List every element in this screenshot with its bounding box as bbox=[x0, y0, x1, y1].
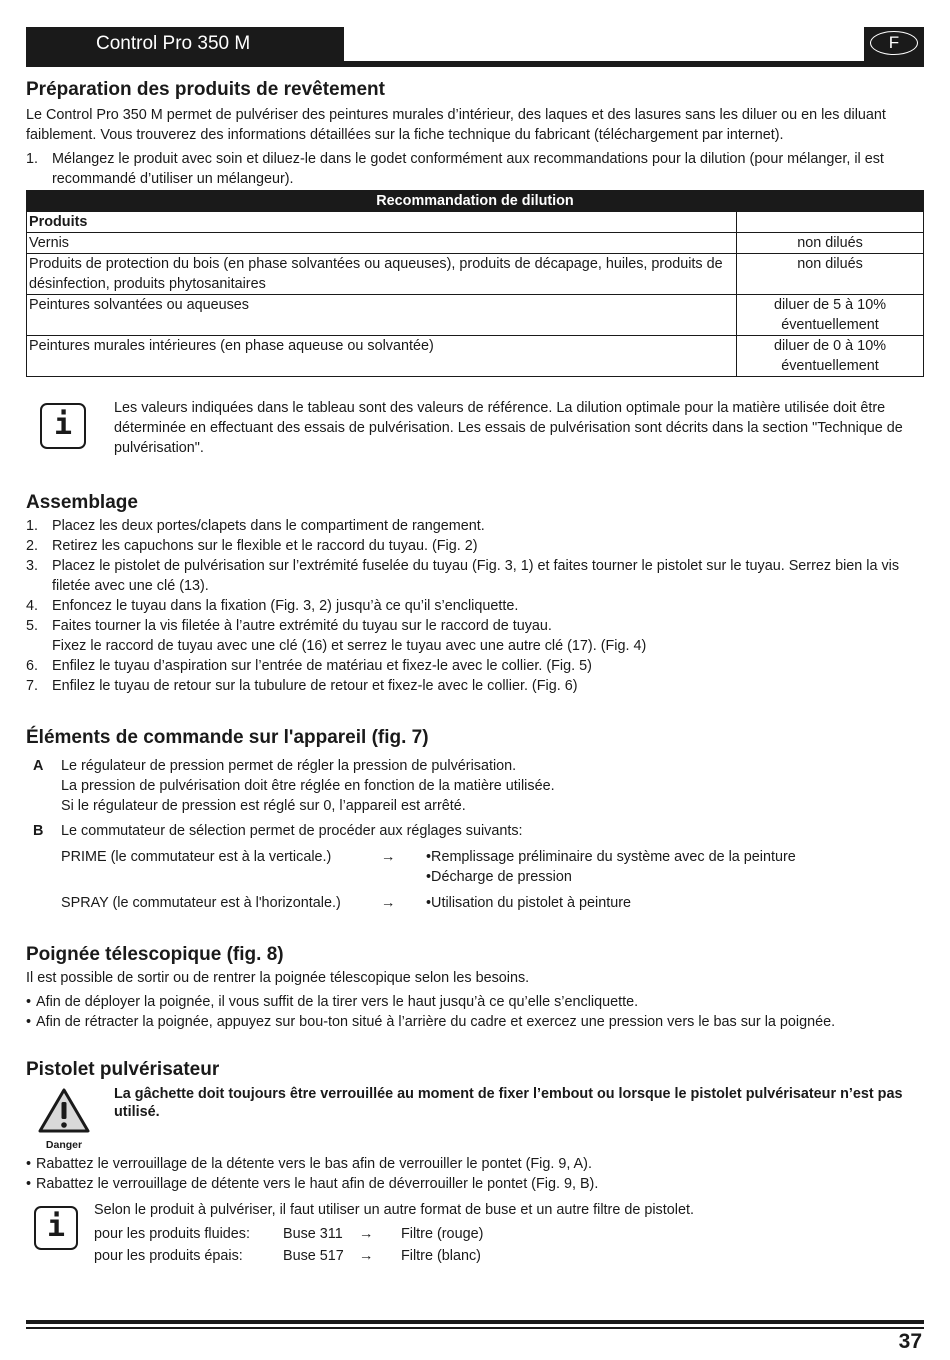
list-item bbox=[26, 616, 924, 656]
spray-option bbox=[61, 893, 924, 913]
step-number: 5. bbox=[26, 618, 39, 634]
nozzle-row-fluid bbox=[94, 1224, 924, 1246]
footer-rule-thin bbox=[26, 1327, 924, 1329]
step-text: Placez les deux portes/clapets dans le compartiment de rangement. bbox=[52, 518, 485, 534]
product-type: pour les produits fluides: bbox=[94, 1226, 250, 1242]
info-text: Les valeurs indiquées dans le tableau sont des valeurs de référence. La dilution optimale pour la matière utilisée doit être déterminée en effectuant des essais de pulvérisation. Les essais de pulvérisation sont décrits dans la section "Technique de pulvérisation". bbox=[114, 400, 903, 456]
section-heading-preparation: Préparation des produits de revêtement bbox=[26, 79, 385, 100]
step-number: 7. bbox=[26, 678, 39, 694]
step-text-continued: Fixez le raccord de tuyau avec une clé (16) et serrez le tuyau avec une autre clé (17). (Fig. 4) bbox=[52, 638, 647, 654]
step-text: Mélangez le produit avec soin et diluez-le dans le godet conformément aux recommandations pour la dilution (pour mélanger, il est recommandé d’utiliser un mélangeur). bbox=[52, 151, 884, 187]
assembly-steps bbox=[26, 516, 924, 696]
warning-triangle-icon bbox=[38, 1087, 90, 1133]
list-item: • Afin de rétracter la poignée, appuyez sur bou-ton situé à l’arrière du cadre et exercez une pression vers le bas sur la poignée. bbox=[26, 1012, 924, 1032]
prime-result-2 bbox=[426, 867, 572, 887]
step-number: 1. bbox=[26, 151, 39, 167]
control-a bbox=[26, 756, 924, 816]
table-cell-value: diluer de 5 à 10% éventuellement bbox=[737, 295, 924, 336]
list-item bbox=[26, 596, 924, 616]
spray-result-text: Utilisation du pistolet à peinture bbox=[431, 895, 632, 911]
step-number: 1. bbox=[26, 518, 39, 534]
table-cell-product: Produits de protection du bois (en phase solvantées ou aqueuses), produits de décapage, huiles, produits de désinfection, produits phytosanitaires bbox=[27, 254, 737, 295]
bullet: • bbox=[426, 849, 432, 865]
product-type: pour les produits épais: bbox=[94, 1248, 243, 1264]
prime-result-text: Remplissage préliminaire du système avec de la peinture bbox=[431, 849, 796, 865]
nozzle-value: Buse 311 bbox=[283, 1226, 343, 1242]
filter-value: Filtre (blanc) bbox=[401, 1248, 481, 1264]
step-text: Retirez les capuchons sur le flexible et le raccord du tuyau. (Fig. 2) bbox=[52, 538, 478, 554]
arrow-right-icon: → bbox=[359, 1248, 374, 1264]
list-item bbox=[26, 556, 924, 596]
control-label-a: A bbox=[33, 758, 44, 774]
step-text: Enfoncez le tuyau dans la fixation (Fig. 3, 2) jusqu’à ce qu’il s’encliquette. bbox=[52, 598, 519, 614]
list-item bbox=[26, 516, 924, 536]
nozzle-info-text: Selon le produit à pulvériser, il faut utiliser un autre format de buse et un autre filtre de pistolet. bbox=[94, 1202, 694, 1218]
preparation-step bbox=[26, 149, 924, 189]
danger-note bbox=[26, 1085, 924, 1151]
language-tab bbox=[864, 27, 924, 61]
danger-warning bbox=[38, 1087, 90, 1151]
arrow-right-icon: → bbox=[381, 849, 396, 865]
prime-label: PRIME (le commutateur est à la verticale.) bbox=[61, 849, 332, 865]
spray-label: SPRAY (le commutateur est à l'horizontale.) bbox=[61, 895, 341, 911]
prime-result-text: Décharge de pression bbox=[431, 869, 572, 885]
control-b bbox=[26, 821, 924, 913]
control-a-line: Si le régulateur de pression est réglé sur 0, l’appareil est arrêté. bbox=[61, 798, 466, 814]
handle-intro: Il est possible de sortir ou de rentrer la poignée télescopique selon les besoins. bbox=[26, 970, 530, 986]
prime-option bbox=[61, 847, 924, 867]
document-title: Control Pro 350 M bbox=[26, 27, 344, 61]
page-header bbox=[26, 27, 924, 69]
nozzle-row-thick bbox=[94, 1246, 924, 1268]
step-text: Faites tourner la vis filetée à l’autre extrémité du tuyau sur le raccord de tuyau. bbox=[52, 618, 552, 634]
footer-rule bbox=[26, 1320, 924, 1324]
control-label-b: B bbox=[33, 823, 44, 839]
bullet: • bbox=[426, 869, 432, 885]
nozzle-info bbox=[26, 1200, 924, 1268]
arrow-right-icon: → bbox=[381, 895, 396, 911]
info-icon: i bbox=[40, 403, 86, 449]
step-text: Placez le pistolet de pulvérisation sur l’extrémité fuselée du tuyau (Fig. 3, 1) et faites tourner le pistolet sur le tuyau. Serrez bien la vis filetée avec une clé (13). bbox=[52, 558, 900, 594]
list-item bbox=[26, 536, 924, 556]
list-item bbox=[26, 676, 924, 696]
list-item: • Rabattez le verrouillage de détente vers le haut afin de déverrouiller le pontet (Fig. 9, B). bbox=[26, 1174, 924, 1194]
language-badge: F bbox=[870, 31, 918, 55]
table-cell-value: non dilués bbox=[737, 233, 924, 254]
list-item bbox=[26, 656, 924, 676]
table-cell-value: non dilués bbox=[737, 254, 924, 295]
section-heading-gun: Pistolet pulvérisateur bbox=[26, 1059, 220, 1080]
table-row bbox=[27, 336, 924, 377]
header-rule bbox=[26, 61, 924, 67]
table-row bbox=[27, 295, 924, 336]
nozzle-value: Buse 517 bbox=[283, 1248, 344, 1264]
info-icon: i bbox=[34, 1206, 78, 1250]
table-cell-product: Peintures solvantées ou aqueuses bbox=[27, 295, 737, 336]
table-row bbox=[27, 233, 924, 254]
danger-label: Danger bbox=[45, 1139, 83, 1151]
dilution-table bbox=[26, 190, 924, 377]
step-text: Enfilez le tuyau d’aspiration sur l’entrée de matériau et fixez-le avec le collier. (Fig. 5) bbox=[52, 658, 592, 674]
section-heading-controls: Éléments de commande sur l'appareil (fig. 7) bbox=[26, 727, 429, 748]
arrow-right-icon: → bbox=[359, 1226, 374, 1242]
filter-value: Filtre (rouge) bbox=[401, 1226, 484, 1242]
table-title: Recommandation de dilution bbox=[27, 191, 924, 212]
bullet: • bbox=[426, 895, 432, 911]
step-number: 4. bbox=[26, 598, 39, 614]
control-b-intro: Le commutateur de sélection permet de procéder aux réglages suivants: bbox=[61, 823, 523, 839]
control-a-line: La pression de pulvérisation doit être réglée en fonction de la matière utilisée. bbox=[61, 778, 555, 794]
danger-text: La gâchette doit toujours être verrouillée au moment de fixer l’embout ou lorsque le pistolet pulvérisateur n’est pas utilisé. bbox=[114, 1086, 903, 1120]
table-column-header: Produits bbox=[27, 212, 737, 233]
table-row bbox=[27, 254, 924, 295]
step-number: 2. bbox=[26, 538, 39, 554]
spray-result bbox=[426, 893, 631, 913]
table-cell-value: diluer de 0 à 10% éventuellement bbox=[737, 336, 924, 377]
page-number: 37 bbox=[898, 1330, 922, 1353]
prime-result-1 bbox=[426, 847, 796, 867]
control-a-line: Le régulateur de pression permet de régler la pression de pulvérisation. bbox=[61, 758, 517, 774]
page bbox=[26, 27, 924, 1268]
prime-option-continued bbox=[61, 867, 924, 887]
section-heading-assembly: Assemblage bbox=[26, 492, 138, 513]
info-note bbox=[26, 398, 924, 458]
table-header-empty bbox=[737, 212, 924, 233]
section-heading-handle: Poignée télescopique (fig. 8) bbox=[26, 944, 284, 965]
step-number: 6. bbox=[26, 658, 39, 674]
step-number: 3. bbox=[26, 558, 39, 574]
table-cell-product: Peintures murales intérieures (en phase aqueuse ou solvantée) bbox=[27, 336, 737, 377]
step-text: Enfilez le tuyau de retour sur la tubulure de retour et fixez-le avec le collier. (Fig. 6) bbox=[52, 678, 578, 694]
list-item: • Afin de déployer la poignée, il vous suffit de la tirer vers le haut jusqu’à ce qu’elle s’encliquette. bbox=[26, 992, 924, 1012]
list-item: • Rabattez le verrouillage de la détente vers le bas afin de verrouiller le pontet (Fig. 9, A). bbox=[26, 1154, 924, 1174]
table-cell-product: Vernis bbox=[27, 233, 737, 254]
preparation-intro: Le Control Pro 350 M permet de pulvériser des peintures murales d’intérieur, des laques et des lasures sans les diluer ou en les diluant faiblement. Vous trouverez des informations détaillées sur la fiche technique du fabricant (téléchargement par internet). bbox=[26, 107, 886, 143]
